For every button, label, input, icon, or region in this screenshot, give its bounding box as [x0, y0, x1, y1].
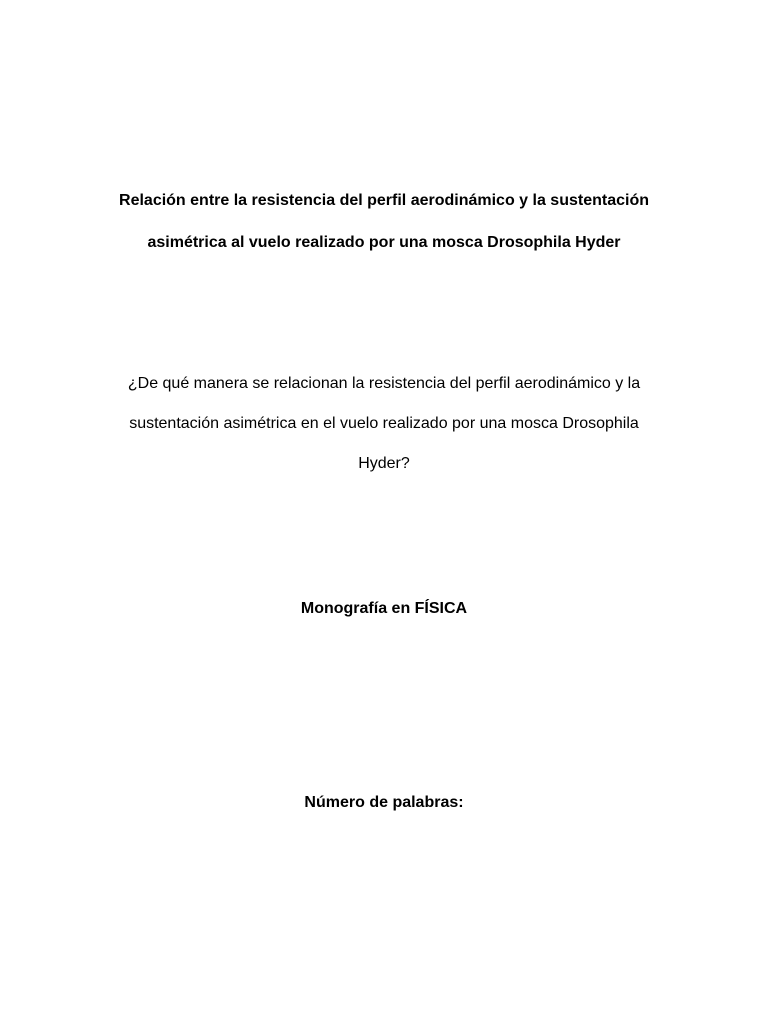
title-line-2: asimétrica al vuelo realizado por una mosca Drosophila Hyder	[147, 234, 621, 251]
subject-heading: Monografía en FÍSICA	[300, 600, 468, 617]
research-question-line-1: ¿De qué manera se relacionan la resistencia del perfil aerodinámico y la	[127, 375, 641, 392]
research-question-line-3: Hyder?	[358, 455, 410, 472]
title-line-1: Relación entre la resistencia del perfil aerodinámico y la sustentación	[119, 192, 649, 209]
research-question-line-2: sustentación asimétrica en el vuelo realizado por una mosca Drosophila	[129, 415, 639, 432]
word-count-label: Número de palabras:	[304, 794, 464, 811]
